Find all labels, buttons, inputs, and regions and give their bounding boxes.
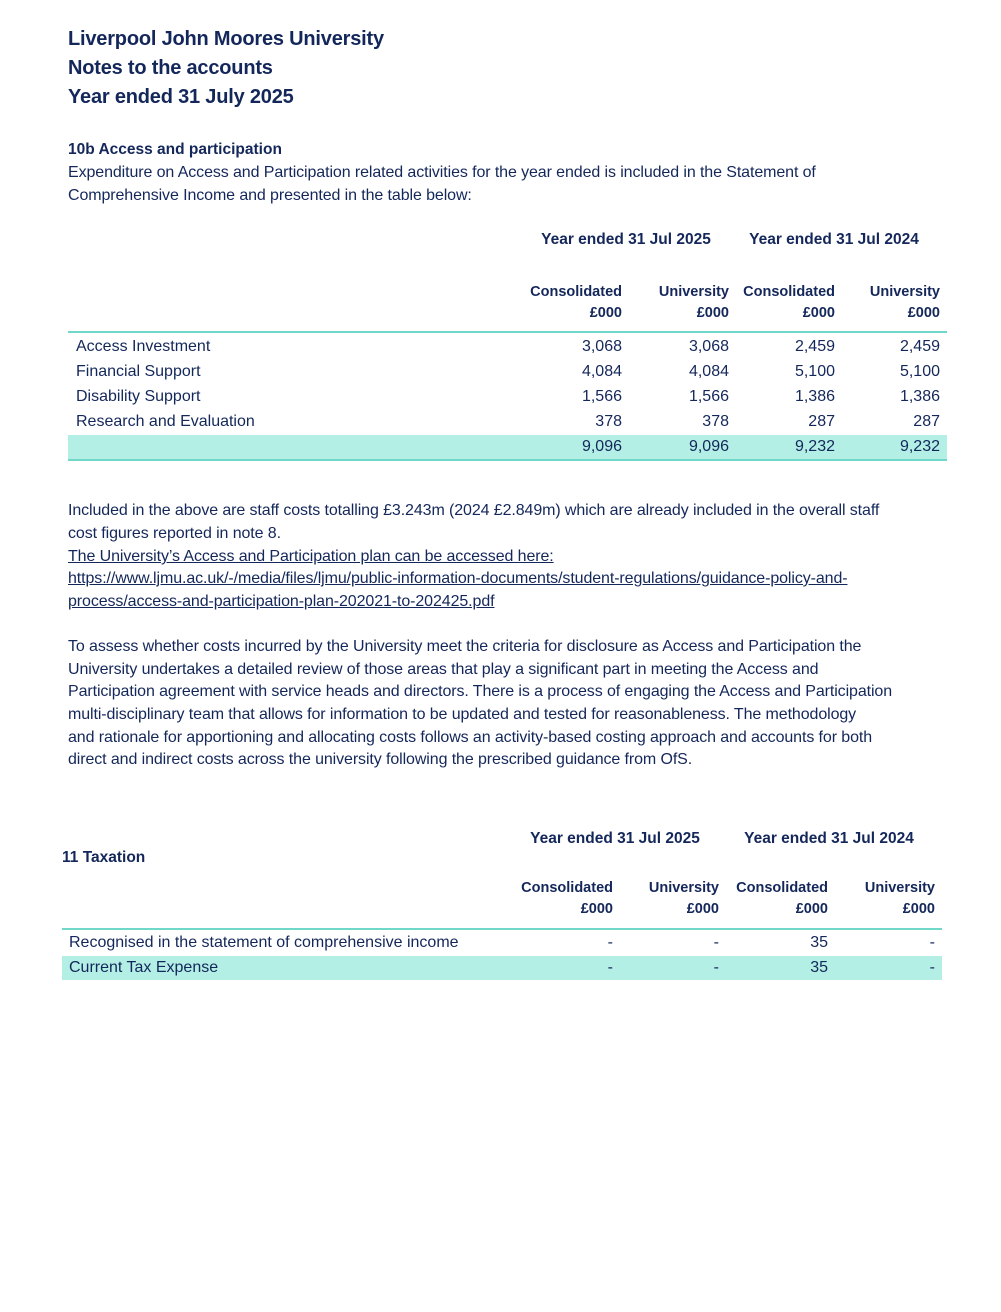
cell-value: 5,100 (899, 363, 940, 380)
column-unit: £000 (902, 901, 935, 917)
total-value: - (713, 959, 719, 976)
column-header (512, 282, 622, 324)
row-label: Research and Evaluation (76, 413, 255, 430)
total-value: 9,096 (688, 438, 729, 455)
column-header (609, 878, 719, 920)
total-divider (68, 459, 947, 461)
column-name: Consolidated (743, 284, 835, 300)
year-header-2024: Year ended 31 Jul 2024 (749, 231, 919, 248)
table-row (0, 359, 1001, 384)
cell-value: - (929, 934, 935, 951)
cell-value: 287 (808, 413, 835, 430)
column-name: University (648, 880, 719, 896)
column-unit: £000 (686, 901, 719, 917)
column-name: Consolidated (521, 880, 613, 896)
cell-value: - (713, 934, 719, 951)
total-value: 9,232 (794, 438, 835, 455)
column-name: University (864, 880, 935, 896)
column-unit: £000 (589, 305, 622, 321)
staff-cost-note-line2: cost figures reported in note 8. (68, 525, 281, 542)
total-value: - (929, 959, 935, 976)
column-unit: £000 (907, 305, 940, 321)
cell-value: 1,566 (688, 388, 729, 405)
methodology-line: multi-disciplinary team that allows for information to be updated and tested for reasonableness. The methodology (68, 706, 857, 723)
total-row (0, 434, 1001, 459)
methodology-line: Participation agreement with service heads and directors. There is a process of engaging the Access and Participation (68, 683, 893, 700)
column-name: Consolidated (736, 880, 828, 896)
org-title: Liverpool John Moores University (68, 28, 384, 50)
column-name: Consolidated (530, 284, 622, 300)
total-row (0, 955, 1001, 980)
year-header-2025: Year ended 31 Jul 2025 (541, 231, 711, 248)
column-header (830, 282, 940, 324)
cell-value: 2,459 (899, 338, 940, 355)
header-divider (68, 331, 947, 333)
staff-cost-note-line1: Included in the above are staff costs totalling £3.243m (2024 £2.849m) which are already included in the overall staff (68, 502, 880, 519)
column-name: University (869, 284, 940, 300)
methodology-line: direct and indirect costs across the university following the prescribed guidance from OfS. (68, 751, 693, 768)
total-value: 9,232 (899, 438, 940, 455)
cell-value: 35 (810, 934, 828, 951)
row-label: Financial Support (76, 363, 201, 380)
cell-value: 378 (702, 413, 729, 430)
doc-title: Notes to the accounts (68, 57, 273, 79)
cell-value: 287 (913, 413, 940, 430)
methodology-line: and rationale for apportioning and allocating costs follows an activity-based costing approach and accounts for both (68, 729, 873, 746)
cell-value: 4,084 (581, 363, 622, 380)
table-row (0, 334, 1001, 359)
section-10b-intro-line2: Comprehensive Income and presented in the table below: (68, 187, 472, 204)
cell-value: 5,100 (794, 363, 835, 380)
cell-value: 3,068 (581, 338, 622, 355)
section-10b-heading: 10b Access and participation (68, 141, 282, 158)
total-value: 9,096 (581, 438, 622, 455)
column-unit: £000 (802, 305, 835, 321)
section-10b-intro-line1: Expenditure on Access and Participation related activities for the year ended is included in the Statement of (68, 164, 816, 181)
row-label: Access Investment (76, 338, 211, 355)
column-name: University (658, 284, 729, 300)
column-header (825, 878, 935, 920)
period-title: Year ended 31 July 2025 (68, 86, 294, 108)
row-label: Disability Support (76, 388, 201, 405)
column-header (619, 282, 729, 324)
total-value: - (607, 959, 613, 976)
column-header (725, 282, 835, 324)
year-header-2024: Year ended 31 Jul 2024 (744, 830, 914, 847)
column-unit: £000 (696, 305, 729, 321)
cell-value: 378 (595, 413, 622, 430)
cell-value: - (607, 934, 613, 951)
column-header (718, 878, 828, 920)
methodology-line: University undertakes a detailed review of those areas that play a significant part in meeting the Access and (68, 661, 819, 678)
cell-value: 1,386 (899, 388, 940, 405)
plan-url-link-continued[interactable]: process/access-and-participation-plan-202021-to-202425.pdf (68, 593, 495, 610)
table-row (0, 384, 1001, 409)
year-header-2025: Year ended 31 Jul 2025 (530, 830, 700, 847)
column-unit: £000 (580, 901, 613, 917)
section-11-heading: 11 Taxation (62, 849, 146, 866)
total-value: 35 (810, 959, 828, 976)
cell-value: 1,386 (794, 388, 835, 405)
table-row (0, 409, 1001, 434)
cell-value: 3,068 (688, 338, 729, 355)
column-header (503, 878, 613, 920)
plan-link-intro[interactable]: The University’s Access and Participation plan can be accessed here: (68, 548, 554, 565)
plan-url-link[interactable]: https://www.ljmu.ac.uk/-/media/files/ljmu/public-information-documents/student-regulations/guidance-policy-and- (68, 570, 848, 587)
cell-value: 4,084 (688, 363, 729, 380)
table-row (0, 930, 1001, 955)
cell-value: 1,566 (581, 388, 622, 405)
column-unit: £000 (795, 901, 828, 917)
row-label: Current Tax Expense (69, 959, 219, 976)
methodology-line: To assess whether costs incurred by the University meet the criteria for disclosure as Access and Participation the (68, 638, 862, 655)
cell-value: 2,459 (794, 338, 835, 355)
row-label: Recognised in the statement of comprehensive income (69, 934, 459, 951)
